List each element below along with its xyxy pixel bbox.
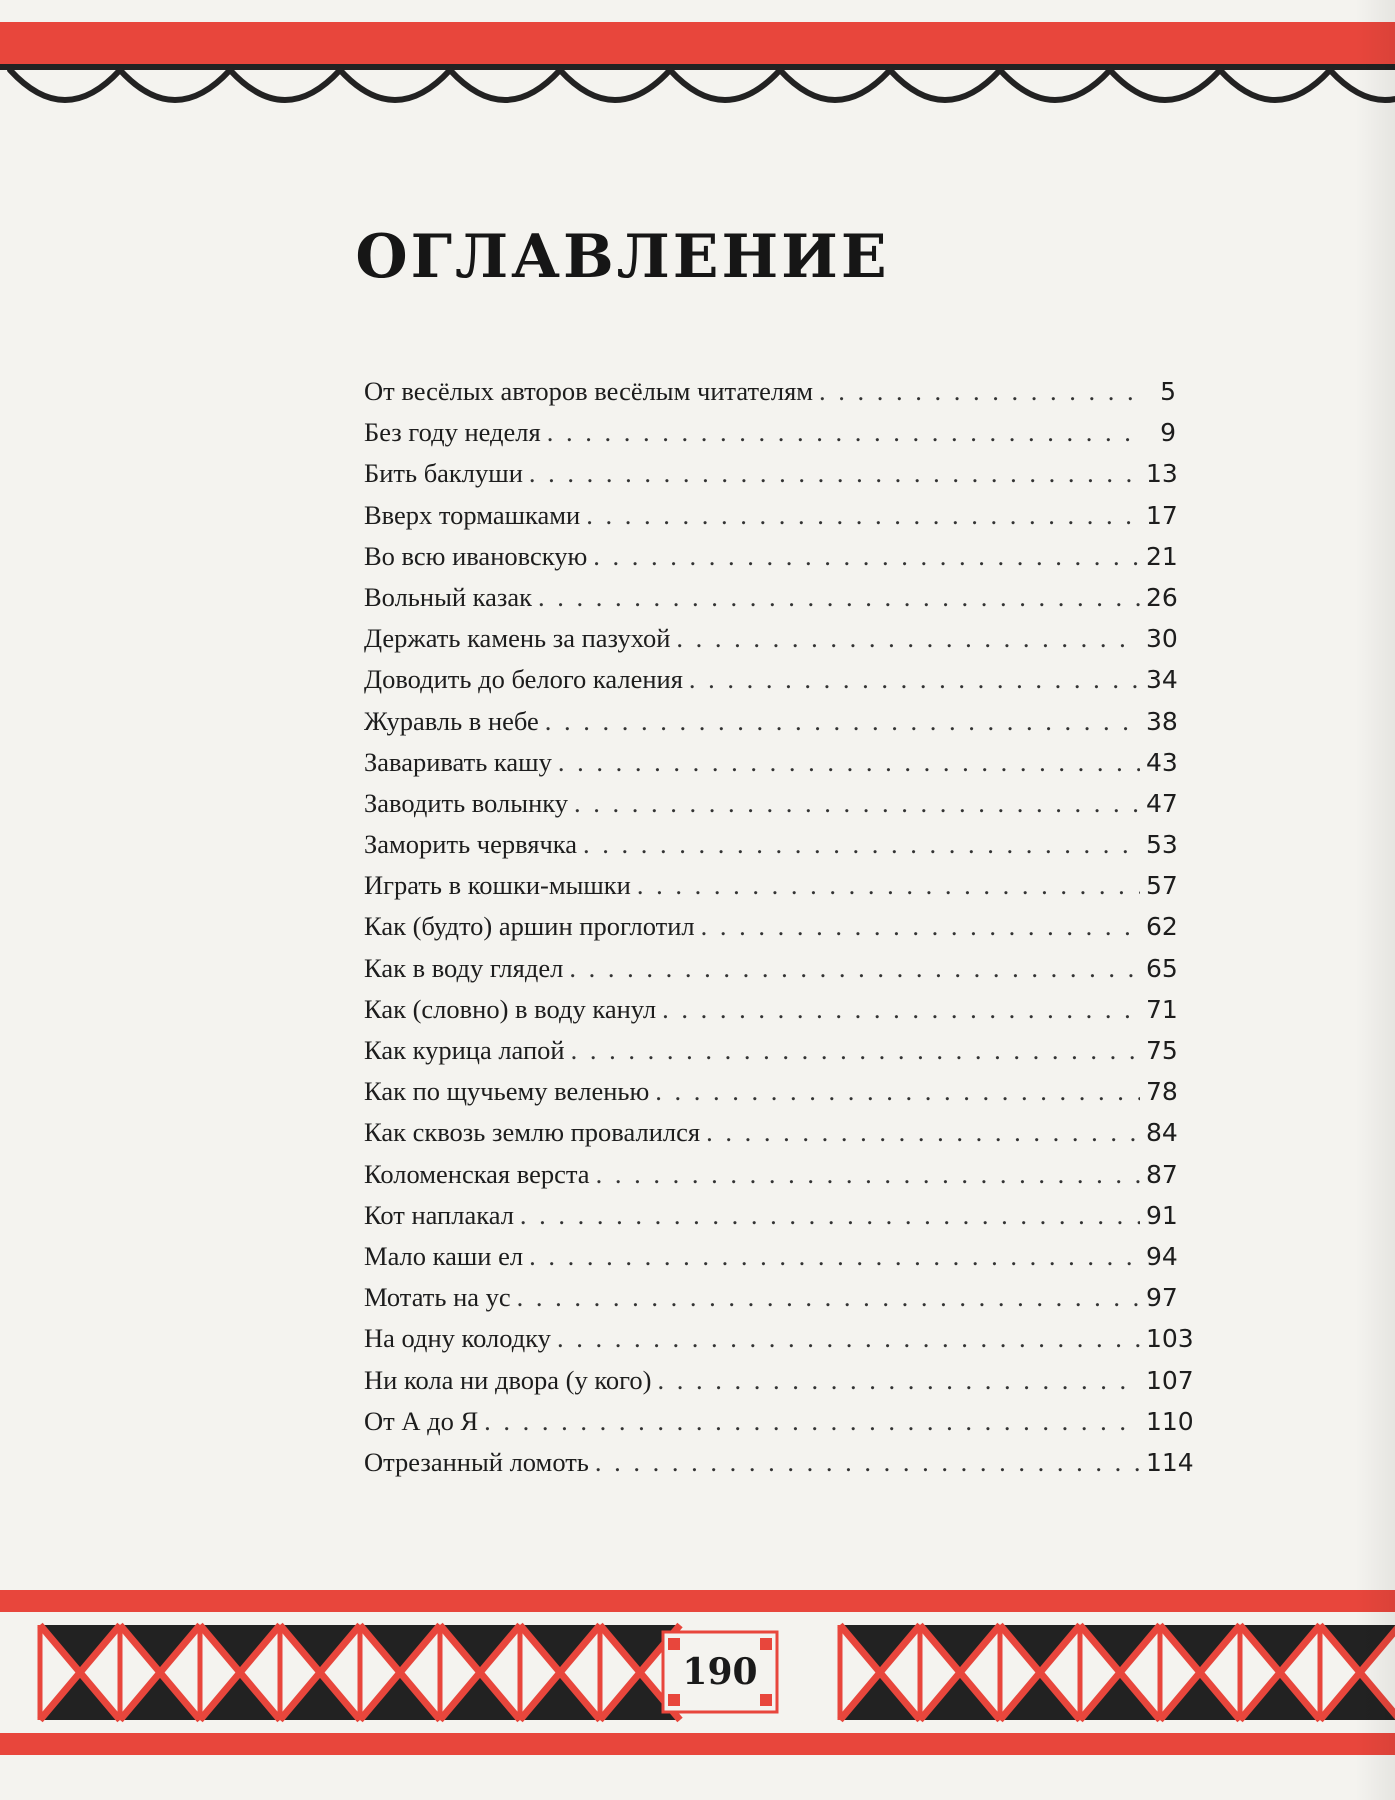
toc-entry [364,417,1176,458]
toc-entry-label: Без году неделя [364,417,541,448]
toc-entry [364,1159,1176,1200]
toc-entry [364,623,1176,664]
toc-dot-leader [538,582,1140,613]
toc-dot-leader [517,1282,1140,1313]
toc-entry-label: Играть в кошки-мышки [364,870,631,901]
toc-entry-page: 21 [1146,541,1178,571]
toc-entry-label: Коломенская верста [364,1158,590,1189]
toc-entry [364,994,1176,1035]
toc-entry [364,788,1176,829]
toc-entry-page: 97 [1146,1283,1178,1313]
toc-entry-page: 91 [1146,1200,1178,1230]
toc-entry [364,747,1176,788]
toc-entry-label: Как сквозь землю провалился [364,1117,701,1148]
toc-entry-page: 9 [1160,418,1176,448]
toc-entry [364,1405,1194,1447]
toc-entry-page: 13 [1146,459,1178,489]
toc-dot-leader [706,1117,1140,1148]
page-title: ОГЛАВЛЕНИЕ [355,222,890,292]
toc-entry-label: Как (будто) аршин проглотил [364,911,695,942]
toc-entry [364,458,1176,499]
top-ornament-border [0,0,1395,150]
toc-entry [364,829,1176,870]
toc-dot-leader [676,623,1140,654]
toc-entry [364,1035,1176,1076]
toc-entry-label: Держать камень за пазухой [364,623,671,654]
toc-entry-page: 34 [1146,665,1178,695]
toc-entry-page: 38 [1146,706,1178,736]
toc-entry [364,1200,1176,1241]
toc-entry-label: Мотать на ус [364,1282,511,1313]
toc-entry-label: Мало каши ел [364,1240,524,1271]
toc-dot-leader [529,1241,1140,1272]
toc-dot-leader [557,1323,1140,1354]
toc-entry-page: 43 [1146,747,1178,777]
toc-dot-leader [569,953,1140,984]
toc-entry [364,1241,1176,1282]
toc-entry-label: Вольный казак [364,581,533,612]
toc-entry [364,953,1176,994]
toc-entry [364,541,1176,582]
toc-dot-leader [689,664,1140,695]
toc-dot-leader [819,376,1140,407]
toc-entry-page: 71 [1146,994,1178,1024]
toc-entry-label: Как (словно) в воду канул [364,993,657,1024]
toc-entry-page: 26 [1146,582,1178,612]
toc-entry-page: 107 [1146,1365,1194,1395]
toc-entry [364,706,1176,747]
toc-entry-label: Отрезанный ломоть [364,1446,589,1477]
table-of-contents [364,376,1194,1488]
toc-dot-leader [520,1200,1140,1231]
toc-entry-page: 62 [1146,912,1178,942]
toc-entry-label: Заморить червячка [364,829,578,860]
toc-dot-leader [545,706,1140,737]
toc-entry [364,1364,1194,1406]
toc-entry-label: Доводить до белого каления [364,664,683,695]
toc-dot-leader [662,994,1140,1025]
toc-entry-label: Во всю ивановскую [364,540,588,571]
toc-dot-leader [657,1365,1140,1396]
toc-entry-page: 57 [1146,871,1178,901]
page-number: 190 [682,1651,758,1693]
toc-entry-label: Заводить волынку [364,787,569,818]
toc-entry [364,1323,1194,1364]
toc-entry-label: Как по щучьему веленью [364,1076,650,1107]
toc-entry [364,1076,1176,1117]
toc-entry-label: Как в воду глядел [364,952,564,983]
toc-entry-page: 84 [1146,1118,1178,1148]
toc-dot-leader [586,500,1140,531]
toc-entry-label: Ни кола ни двора (у кого) [364,1364,652,1395]
toc-entry-label: Кот наплакал [364,1199,514,1230]
toc-dot-leader [701,911,1140,942]
bottom-red-band-top [0,1590,1395,1612]
toc-entry-page: 114 [1146,1447,1194,1477]
toc-dot-leader [637,870,1140,901]
bottom-red-band-bottom [0,1733,1395,1755]
toc-entry [364,376,1176,417]
toc-dot-leader [593,541,1140,572]
toc-dot-leader [571,1035,1140,1066]
toc-entry-page: 53 [1146,830,1178,860]
toc-entry-page: 94 [1146,1241,1178,1271]
toc-entry [364,1446,1194,1488]
toc-dot-leader [596,1159,1140,1190]
toc-entry-label: Журавль в небе [364,705,539,736]
toc-entry-page: 65 [1146,953,1178,983]
toc-entry [364,1117,1176,1158]
toc-dot-leader [655,1076,1140,1107]
toc-entry-label: На одну колодку [364,1323,551,1354]
toc-dot-leader [583,829,1140,860]
page-edge-shadow [1355,0,1395,1800]
toc-dot-leader [529,458,1140,489]
toc-entry-page: 103 [1146,1324,1194,1354]
toc-entry-page: 78 [1146,1077,1178,1107]
toc-dot-leader [484,1406,1140,1437]
toc-entry [364,911,1176,952]
toc-entry-label: Бить баклуши [364,458,523,489]
toc-entry [364,870,1176,911]
toc-entry-page: 5 [1160,377,1176,406]
toc-entry [364,664,1176,705]
toc-entry-label: От А до Я [364,1405,479,1436]
toc-entry-label: Как курица лапой [364,1035,565,1065]
toc-dot-leader [574,788,1140,819]
toc-entry-page: 30 [1146,624,1178,654]
toc-dot-leader [547,417,1140,448]
toc-entry [364,582,1176,623]
toc-entry-page: 75 [1146,1036,1178,1065]
toc-entry [364,500,1176,541]
toc-dot-leader [558,747,1140,778]
toc-entry-label: Заваривать кашу [364,746,552,777]
toc-entry-label: От весёлых авторов весёлым читателям [364,376,814,406]
toc-entry-page: 87 [1146,1159,1178,1189]
toc-entry-page: 17 [1146,500,1178,530]
toc-entry-page: 47 [1146,788,1178,818]
toc-entry-page: 110 [1146,1406,1194,1436]
toc-entry [364,1282,1176,1323]
toc-entry-label: Вверх тормашками [364,499,581,530]
top-red-band [0,22,1395,68]
toc-dot-leader [595,1447,1140,1478]
